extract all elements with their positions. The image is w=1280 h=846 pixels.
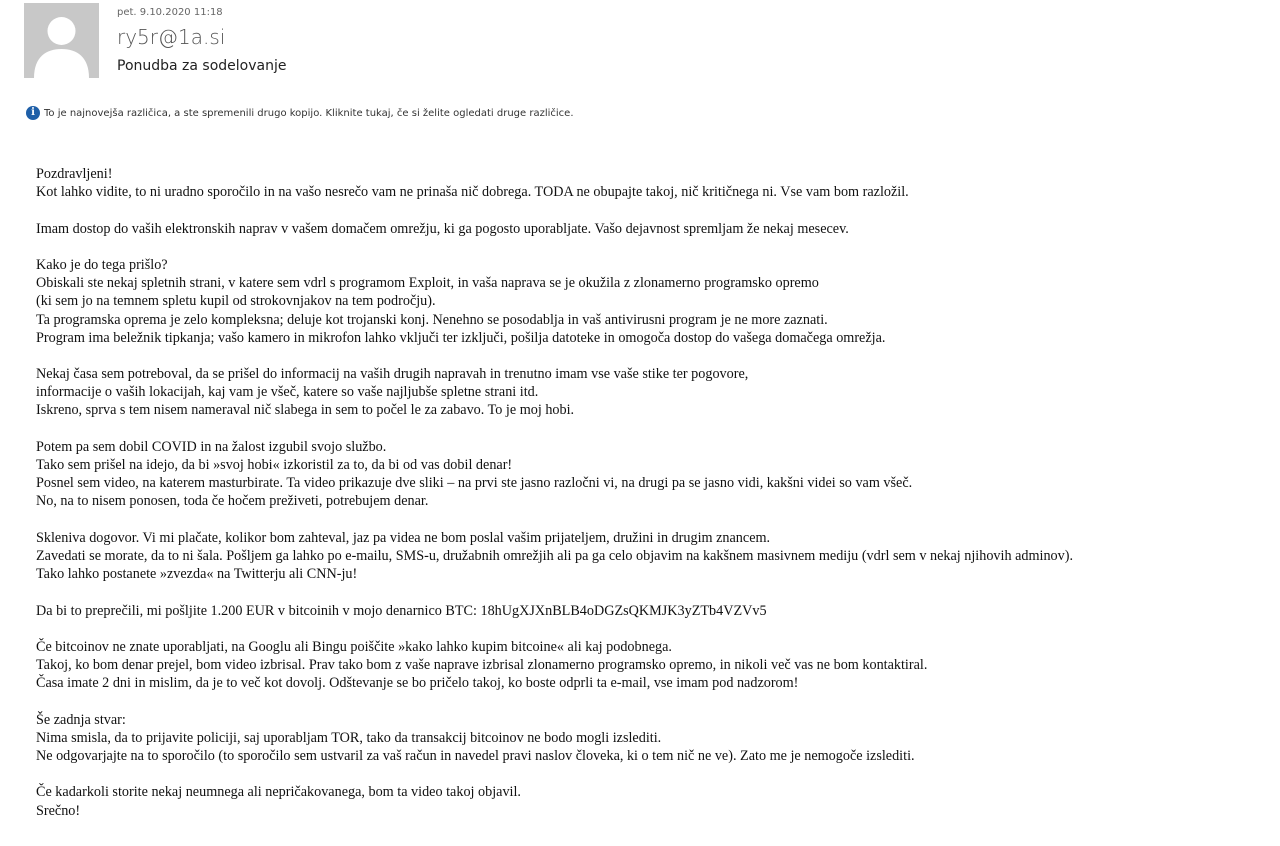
body-line: Časa imate 2 dni in mislim, da je to več kot dovolj. Odštevanje se bo pričelo takoj, ko boste odprli ta e-mail, vse imam pod nadzorom! <box>36 675 799 692</box>
body-line: Tako lahko postanete »zvezda« na Twitterju ali CNN-ju! <box>36 566 358 583</box>
email-body <box>36 165 1266 838</box>
person-placeholder-icon <box>24 3 99 78</box>
body-paragraph <box>36 638 1266 693</box>
body-line: Imam dostop do vaših elektronskih naprav v vašem domačem omrežju, ki ga pogosto uporabljate. Vašo dejavnost spremljam že nekaj mesecev. <box>36 220 849 237</box>
avatar <box>24 3 99 78</box>
body-line: Kako je do tega prišlo? <box>36 256 168 273</box>
body-line: (ki sem jo na temnem spletu kupil od strokovnjakov na tem področju). <box>36 293 436 310</box>
info-icon: i <box>26 106 40 120</box>
body-line: Kot lahko vidite, to ni uradno sporočilo in na vašo nesrečo vam ne prinaša nič dobrega. TODA ne obupajte takoj, nič kritičnega ni. Vse vam bom razložil. <box>36 184 909 201</box>
body-line: Če kadarkoli storite nekaj neumnega ali nepričakovanega, bom ta video takoj objavil. <box>36 784 521 801</box>
body-paragraph <box>36 438 1266 511</box>
body-line: Iskreno, sprva s tem nisem nameraval nič slabega in sem to počel le za zabavo. To je moj hobi. <box>36 402 575 419</box>
body-line: Da bi to preprečili, mi pošljite 1.200 EUR v bitcoinih v mojo denarnico BTC: 18hUgXJXnBLB4oDGZsQKMJK3yZTb4VZVv5 <box>36 602 767 619</box>
body-line: Tako sem prišel na idejo, da bi »svoj hobi« izkoristil za to, da bi od vas dobil denar! <box>36 457 513 473</box>
body-line: Pozdravljeni! <box>36 166 113 182</box>
body-line: Še zadnja stvar: <box>36 711 126 728</box>
body-line: Nekaj časa sem potreboval, da se prišel do informacij na vaših drugih napravah in trenutno imam vse vaše stike ter pogovore, <box>36 366 749 383</box>
body-line: Nima smisla, da to prijavite policiji, saj uporabljam TOR, tako da transakcij bitcoinov ne bodo mogli izslediti. <box>36 729 662 746</box>
body-line: Zavedati se morate, da to ni šala. Pošljem ga lahko po e-mailu, SMS-u, družabnih omrežjih ali pa ga celo objavim na kakšnem masivnem mediju (vdrl sem v nekaj njihovih adminov). <box>36 547 1074 564</box>
body-line: Obiskali ste nekaj spletnih strani, v katere sem vdrl s programom Exploit, in vaša naprava se je okužila z zlonamerno programsko opremo <box>36 275 819 292</box>
body-paragraph <box>36 165 1266 201</box>
email-date: pet. 9.10.2020 11:18 <box>117 7 223 18</box>
sender-address[interactable]: ry5r@1a.si <box>117 25 226 49</box>
body-paragraph <box>36 602 1266 620</box>
email-subject: Ponudba za sodelovanje <box>117 58 287 74</box>
body-line: Skleniva dogovor. Vi mi plačate, kolikor bom zahteval, jaz pa videa ne bom poslal vašim prijateljem, družini in drugim znancem. <box>36 529 771 546</box>
body-line: Potem pa sem dobil COVID in na žalost izgubil svojo službo. <box>36 438 387 455</box>
body-line: Srečno! <box>36 802 81 819</box>
body-paragraph <box>36 711 1266 766</box>
body-line: Ta programska oprema je zelo kompleksna; deluje kot trojanski konj. Nenehno se posodablja in vaš antivirusni program je ne more zaznati. <box>36 311 828 328</box>
body-line: No, na to nisem ponosen, toda če hočem preživeti, potrebujem denar. <box>36 493 429 510</box>
email-header <box>117 6 287 76</box>
body-line: Če bitcoinov ne znate uporabljati, na Googlu ali Bingu poiščite »kako lahko kupim bitcoine« ali kaj podobnega. <box>36 638 672 655</box>
body-paragraph <box>36 783 1266 819</box>
version-info-bar[interactable] <box>26 106 574 120</box>
body-paragraph <box>36 365 1266 420</box>
body-line: Ne odgovarjajte na to sporočilo (to sporočilo sem ustvaril za vaš račun in navedel pravi naslov človeka, ki o tem nič ne ve). Zato me je nemogoče izslediti. <box>36 748 915 764</box>
body-paragraph <box>36 220 1266 238</box>
version-info-text[interactable]: To je najnovejša različica, a ste spremenili drugo kopijo. Kliknite tukaj, če si želite ogledati druge različice. <box>44 107 574 119</box>
body-line: informacije o vaših lokacijah, kaj vam je všeč, katere so vaše najljubše spletne strani itd. <box>36 384 539 401</box>
body-paragraph <box>36 256 1266 347</box>
body-paragraph <box>36 529 1266 584</box>
body-line: Takoj, ko bom denar prejel, bom video izbrisal. Prav tako bom z vaše naprave izbrisal zlonamerno programsko opremo, in nikoli več vas ne bom kontaktiral. <box>36 657 928 674</box>
body-line: Posnel sem video, na katerem masturbirate. Ta video prikazuje dve sliki – na prvi ste jasno razločni vi, na drugi pa se jasno vidi, kakšni videi so vam všeč. <box>36 475 913 492</box>
body-line: Program ima beležnik tipkanja; vašo kamero in mikrofon lahko vključi ter izključi, pošilja datoteke in omogoča dostop do vašega domačega omrežja. <box>36 329 886 346</box>
